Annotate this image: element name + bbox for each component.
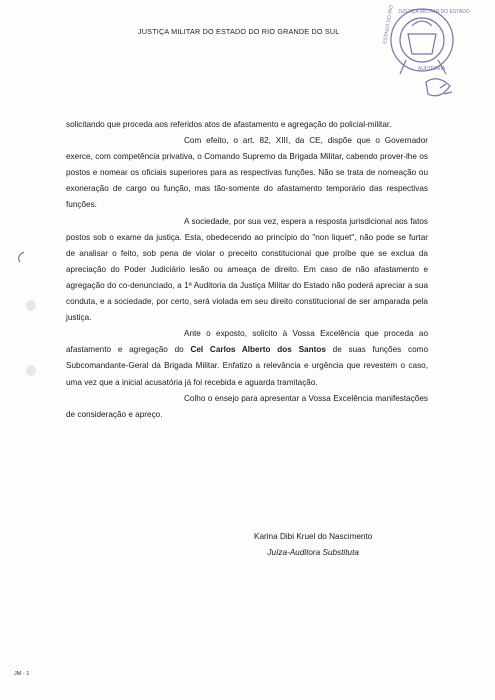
paragraph-closing: Colho o ensejo para apresentar a Vossa Excelência manifestações de consideração e apreço. (66, 393, 428, 419)
request-text-after: de suas funções como Subcomandante-Geral da Brigada Militar. Enfatizo a relevância e urgência que revestem o caso, uma vez que a inicial acusatória já foi recebida e aguarda tramitação. (66, 345, 429, 387)
paragraph-continuation: solicitando que proceda aos referidos atos de afastamento e agregação do policial-militar. (66, 120, 392, 129)
request-text-before: Ante o exposto, solicito à Vossa Excelência que proceda ao afastamento e agregação do (66, 329, 428, 355)
svg-text:AUDITORIA: AUDITORIA (418, 66, 446, 72)
officer-name: Cel Carlos Alberto dos Santos (190, 345, 326, 355)
letter-body (66, 117, 428, 423)
punch-hole-mark (26, 365, 36, 376)
svg-text:ESTADO DO RIO: ESTADO DO RIO (382, 4, 395, 45)
punch-hole-mark (26, 300, 36, 311)
form-code: JM - 1 (14, 671, 30, 677)
paragraph-legal-basis: Com efeito, o art. 82, XIII, da CE, dispõe que o Governador exerce, com competência privativa, o Comando Supremo da Brigada Militar, cabendo prover-lhe os postos e nomear os oficiais superiores para as respectivas funções. Não se trata de nomeação ou exoneração de cargo ou função, mas tão-somente do afastamento temporário das respectivas funções. (66, 136, 428, 210)
svg-text:JUSTIÇA MILITAR DO ESTADO: JUSTIÇA MILITAR DO ESTADO (398, 9, 470, 15)
signatory-role: Juíza-Auditora Substituta (267, 548, 359, 557)
paragraph-society: A sociedade, por sua vez, espera a resposta jurisdicional aos fatos postos sob o exame da justiça. Esta, obedecendo ao princípio do "non liquet", não pode se furtar de analisar o feito, sob pena de violar o preceito constitucional que proíbe que se exclua da apreciação do Poder Judiciário lesão ou ameaça de direito. Em caso de não afastamento e agregação do co-denunciado, a 1ª Auditoria da Justiça Militar do Estado não poderá apreciar a sua conduta, e a sociedade, por certo, será violada em seu direito constitucional de ser amparada pela justiça. (66, 216, 428, 323)
letterhead-title: JUSTIÇA MILITAR DO ESTADO DO RIO GRANDE DO SUL (138, 27, 340, 36)
paragraph-request (66, 326, 428, 390)
signatory-name: Karina Dibi Kruel do Nascimento (254, 532, 373, 541)
official-seal-stamp (376, 4, 488, 116)
signature-block (254, 529, 372, 561)
scan-mark (14, 250, 28, 264)
